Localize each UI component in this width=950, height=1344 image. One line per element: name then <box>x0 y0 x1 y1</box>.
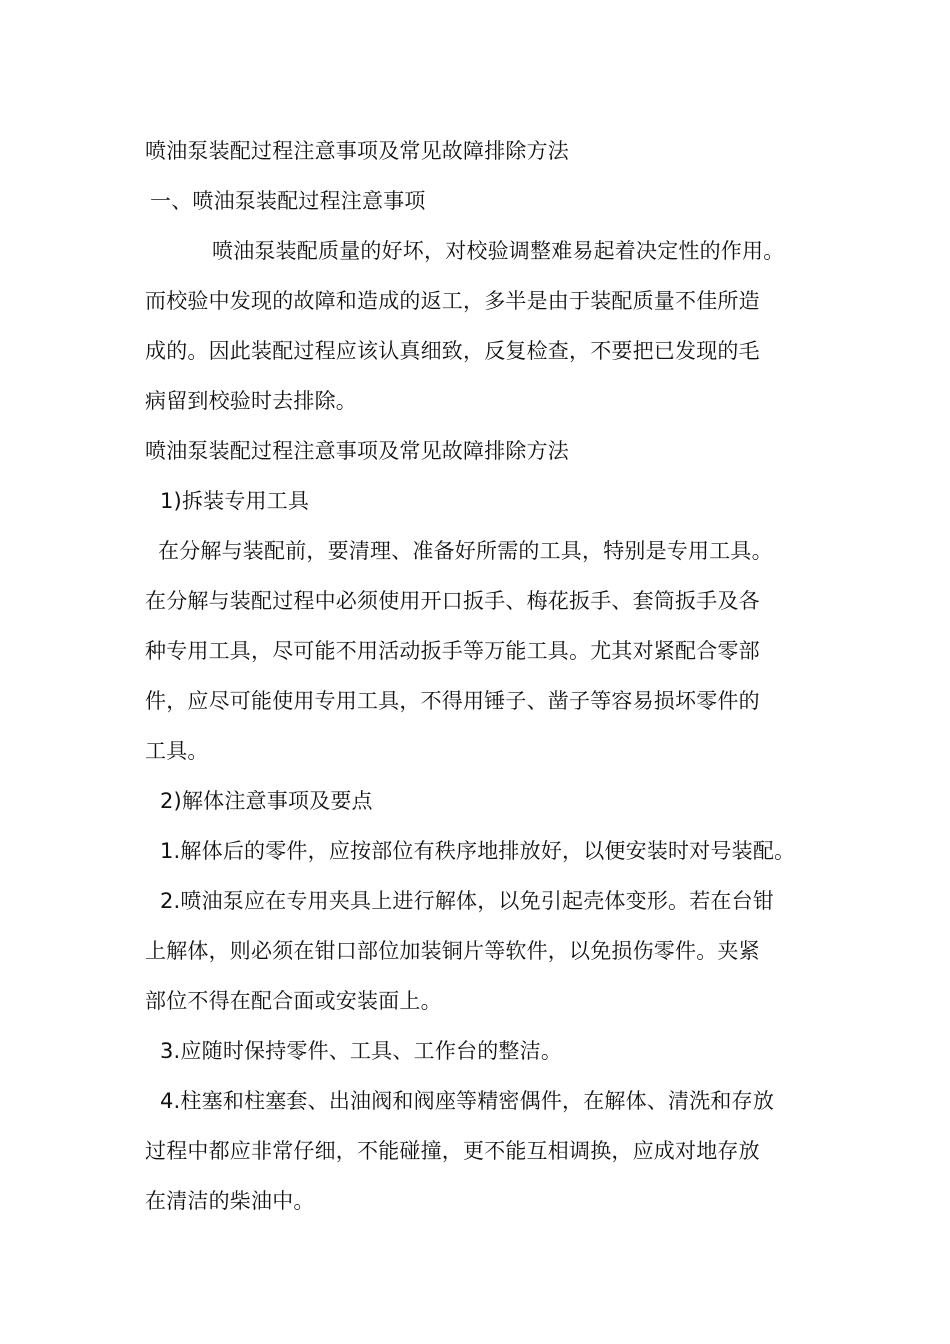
document-title: 喷油泵装配过程注意事项及常见故障排除方法 <box>145 139 569 163</box>
section-heading: 一、喷油泵装配过程注意事项 <box>150 189 426 213</box>
list-item: 4.柱塞和柱塞套、出油阀和阀座等精密偶件，在解体、清洗和存放 <box>160 1089 775 1113</box>
paragraph-line: 喷油泵装配质量的好坏，对校验调整难易起着决定性的作用。 <box>212 239 785 263</box>
paragraph-line: 而校验中发现的故障和造成的返工，多半是由于装配质量不佳所造 <box>145 289 760 313</box>
repeated-title: 喷油泵装配过程注意事项及常见故障排除方法 <box>145 439 569 463</box>
paragraph-line: 件，应尽可能使用专用工具，不得用锤子、凿子等容易损坏零件的 <box>145 689 760 713</box>
list-item: 3.应随时保持零件、工具、工作台的整洁。 <box>160 1039 563 1063</box>
paragraph-line: 成的。因此装配过程应该认真细致，反复检查，不要把已发现的毛 <box>145 339 760 363</box>
paragraph-line: 在分解与装配前，要清理、准备好所需的工具，特别是专用工具。 <box>158 539 773 563</box>
list-item-continued: 过程中都应非常仔细，不能碰撞，更不能互相调换，应成对地存放 <box>145 1139 760 1163</box>
paragraph-line: 种专用工具，尽可能不用活动扳手等万能工具。尤其对紧配合零部 <box>145 639 760 663</box>
paragraph-line: 工具。 <box>145 739 209 763</box>
list-item: 2.喷油泵应在专用夹具上进行解体，以免引起壳体变形。若在台钳 <box>160 889 775 913</box>
subsection-heading: 1)拆装专用工具 <box>160 489 310 513</box>
list-item-continued: 在清洁的柴油中。 <box>145 1189 315 1213</box>
paragraph-line: 在分解与装配过程中必须使用开口扳手、梅花扳手、套筒扳手及各 <box>145 589 760 613</box>
list-item-continued: 上解体，则必须在钳口部位加装铜片等软件，以免损伤零件。夹紧 <box>145 939 760 963</box>
list-item: 1.解体后的零件，应按部位有秩序地排放好，以便安装时对号装配。 <box>160 839 796 863</box>
paragraph-line: 病留到校验时去排除。 <box>145 389 357 413</box>
subsection-heading: 2)解体注意事项及要点 <box>160 789 373 813</box>
list-item-continued: 部位不得在配合面或安装面上。 <box>145 989 442 1013</box>
